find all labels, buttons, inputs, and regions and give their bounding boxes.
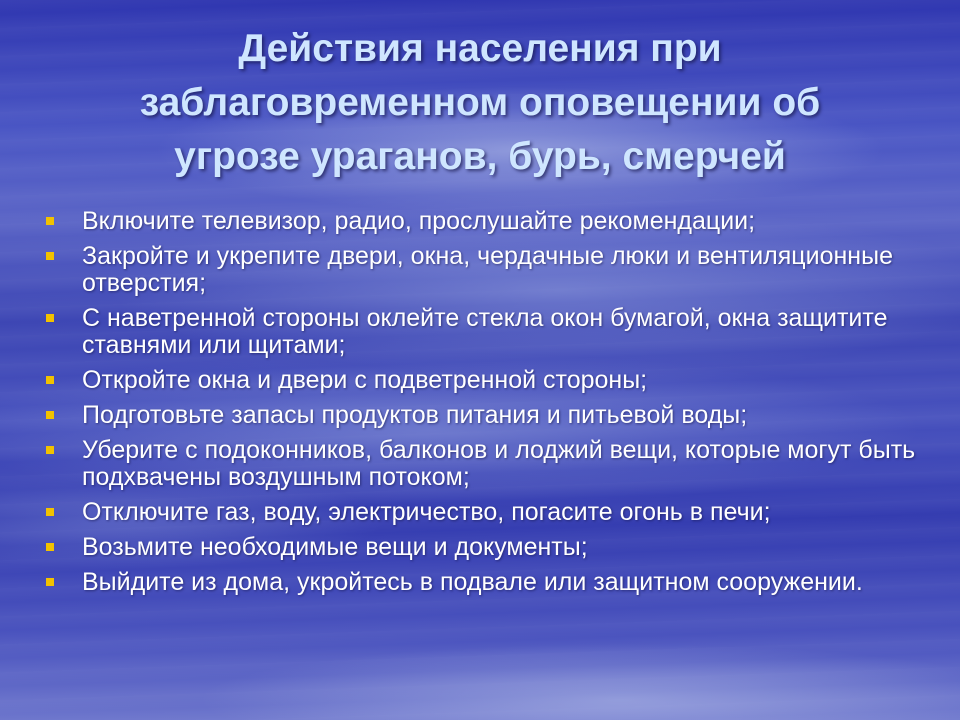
bullet-text: Включите телевизор, радио, прослушайте рекомендации; — [82, 207, 756, 235]
bullet-item — [44, 367, 924, 394]
bullet-list — [44, 208, 924, 604]
square-bullet-icon — [46, 411, 54, 419]
square-bullet-icon — [46, 217, 54, 225]
bullet-text: Откройте окна и двери с подветренной стороны; — [82, 366, 648, 394]
bullet-item — [44, 499, 924, 526]
bullet-text: Возьмите необходимые вещи и документы; — [82, 533, 588, 561]
bullet-text: Закройте и укрепите двери, окна, чердачные люки и вентиляционные отверстия; — [82, 242, 893, 297]
bullet-item — [44, 243, 924, 297]
title-line: Действия населения при — [238, 27, 722, 70]
bullet-text: Уберите с подоконников, балконов и лоджий вещи, которые могут быть подхвачены воздушным потоком; — [82, 436, 916, 491]
bullet-item — [44, 437, 924, 491]
square-bullet-icon — [46, 578, 54, 586]
bullet-text: Отключите газ, воду, электричество, погасите огонь в печи; — [82, 498, 771, 526]
bullet-item — [44, 305, 924, 359]
title-line: угрозе ураганов, бурь, смерчей — [174, 135, 786, 178]
square-bullet-icon — [46, 446, 54, 454]
square-bullet-icon — [46, 376, 54, 384]
slide-title — [60, 22, 900, 184]
bullet-text: С наветренной стороны оклейте стекла окон бумагой, окна защитите ставнями или щитами; — [82, 304, 888, 359]
bullet-item — [44, 569, 924, 596]
square-bullet-icon — [46, 314, 54, 322]
square-bullet-icon — [46, 508, 54, 516]
title-line: заблаговременном оповещении об — [139, 81, 821, 124]
square-bullet-icon — [46, 543, 54, 551]
bullet-item — [44, 208, 924, 235]
square-bullet-icon — [46, 252, 54, 260]
bullet-item — [44, 402, 924, 429]
bullet-text: Выйдите из дома, укройтесь в подвале или защитном сооружении. — [82, 568, 863, 596]
bullet-item — [44, 534, 924, 561]
bullet-text: Подготовьте запасы продуктов питания и питьевой воды; — [82, 401, 748, 429]
